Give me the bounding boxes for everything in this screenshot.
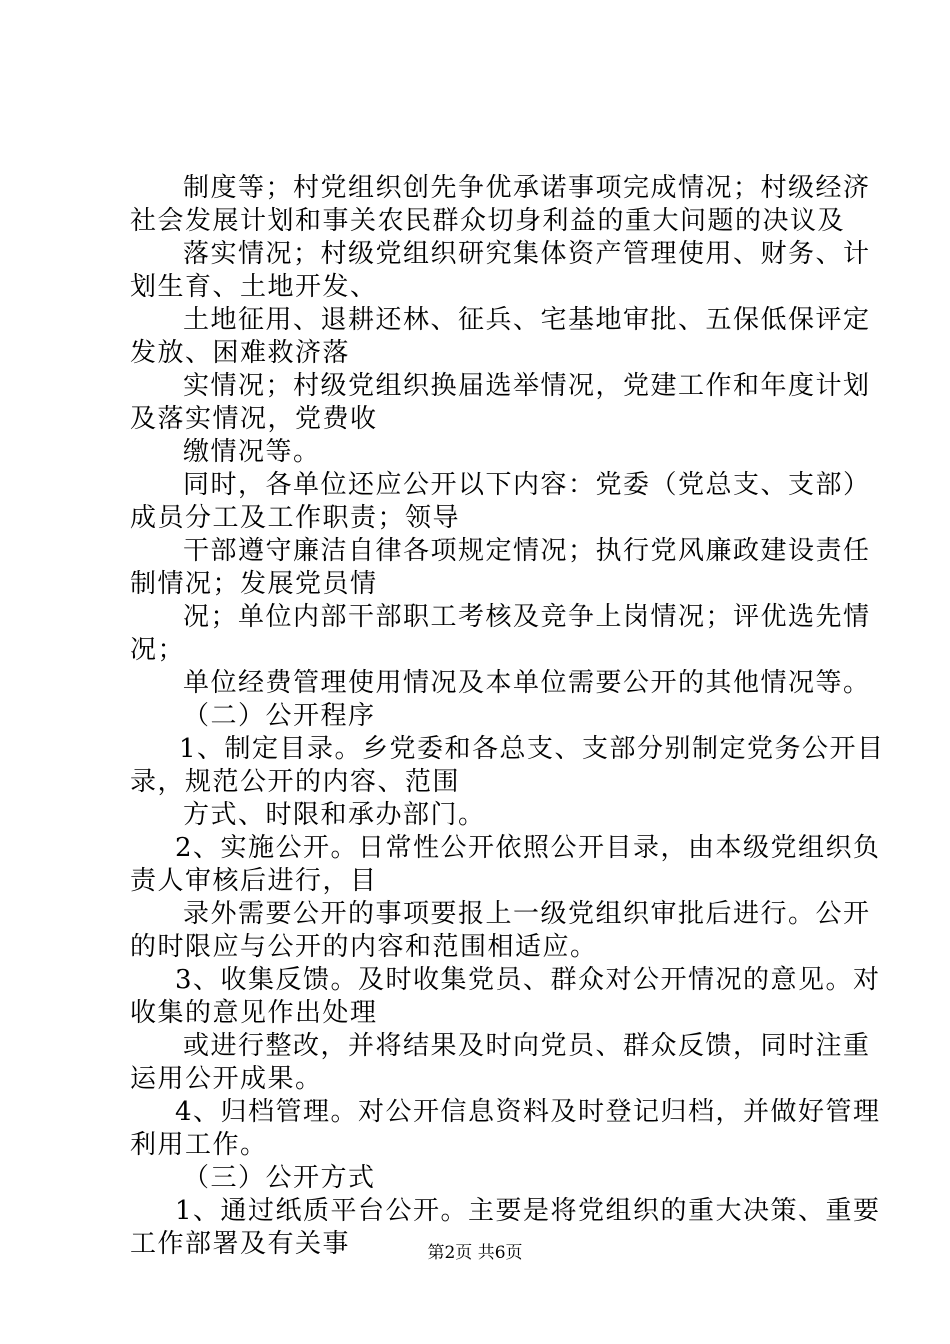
section-heading: （三）公开方式 bbox=[183, 1163, 376, 1193]
text-line: 4、归档管理。对公开信息资料及时登记归档，并做好管理 bbox=[175, 1097, 881, 1127]
text-line: 制度等；村党组织创先争优承诺事项完成情况；村级经济 bbox=[183, 173, 871, 203]
text-line: 方式、时限和承办部门。 bbox=[183, 800, 486, 830]
text-line: 落实情况；村级党组织研究集体资产管理使用、财务、计 bbox=[183, 239, 871, 269]
text-line: 2、实施公开。日常性公开依照公开目录，由本级党组织负 bbox=[175, 833, 881, 863]
text-line: 1、制定目录。乡党委和各总支、支部分别制定党务公开目 bbox=[179, 734, 885, 764]
text-line: 社会发展计划和事关农民群众切身利益的重大问题的决议及 bbox=[130, 206, 846, 236]
text-line: 况； bbox=[130, 635, 186, 665]
text-line: 或进行整改，并将结果及时向党员、群众反馈，同时注重 bbox=[183, 1031, 871, 1061]
text-line: 工作部署及有关事 bbox=[130, 1229, 351, 1259]
text-line: 土地征用、退耕还林、征兵、宅基地审批、五保低保评定 bbox=[183, 305, 871, 335]
text-line: 单位经费管理使用情况及本单位需要公开的其他情况等。 bbox=[183, 668, 871, 698]
text-line: 3、收集反馈。及时收集党员、群众对公开情况的意见。对 bbox=[175, 965, 881, 995]
text-line: 实情况；村级党组织换届选举情况，党建工作和年度计划 bbox=[183, 371, 871, 401]
text-line: 责人审核后进行，目 bbox=[130, 866, 378, 896]
text-line: 收集的意见作出处理 bbox=[130, 998, 378, 1028]
text-line: 干部遵守廉洁自律各项规定情况；执行党风廉政建设责任 bbox=[183, 536, 871, 566]
page-number-footer: 第2页 共6页 bbox=[427, 1243, 523, 1263]
text-line: 缴情况等。 bbox=[183, 437, 321, 467]
text-line: 及落实情况，党费收 bbox=[130, 404, 378, 434]
document-body bbox=[130, 172, 885, 1261]
text-line: 运用公开成果。 bbox=[130, 1064, 323, 1094]
text-line: 录，规范公开的内容、范围 bbox=[130, 767, 461, 797]
text-line: 同时，各单位还应公开以下内容：党委（党总支、支部） bbox=[183, 470, 871, 500]
section-heading: （二）公开程序 bbox=[183, 701, 376, 731]
text-line: 成员分工及工作职责；领导 bbox=[130, 503, 461, 533]
text-line: 1、通过纸质平台公开。主要是将党组织的重大决策、重要 bbox=[175, 1196, 881, 1226]
text-line: 发放、困难救济落 bbox=[130, 338, 351, 368]
text-line: 况；单位内部干部职工考核及竞争上岗情况；评优选先情 bbox=[183, 602, 871, 632]
text-line: 制情况；发展党员情 bbox=[130, 569, 378, 599]
text-line: 划生育、土地开发、 bbox=[130, 272, 378, 302]
text-line: 利用工作。 bbox=[130, 1130, 268, 1160]
text-line: 的时限应与公开的内容和范围相适应。 bbox=[130, 932, 598, 962]
text-line: 录外需要公开的事项要报上一级党组织审批后进行。公开 bbox=[183, 899, 871, 929]
